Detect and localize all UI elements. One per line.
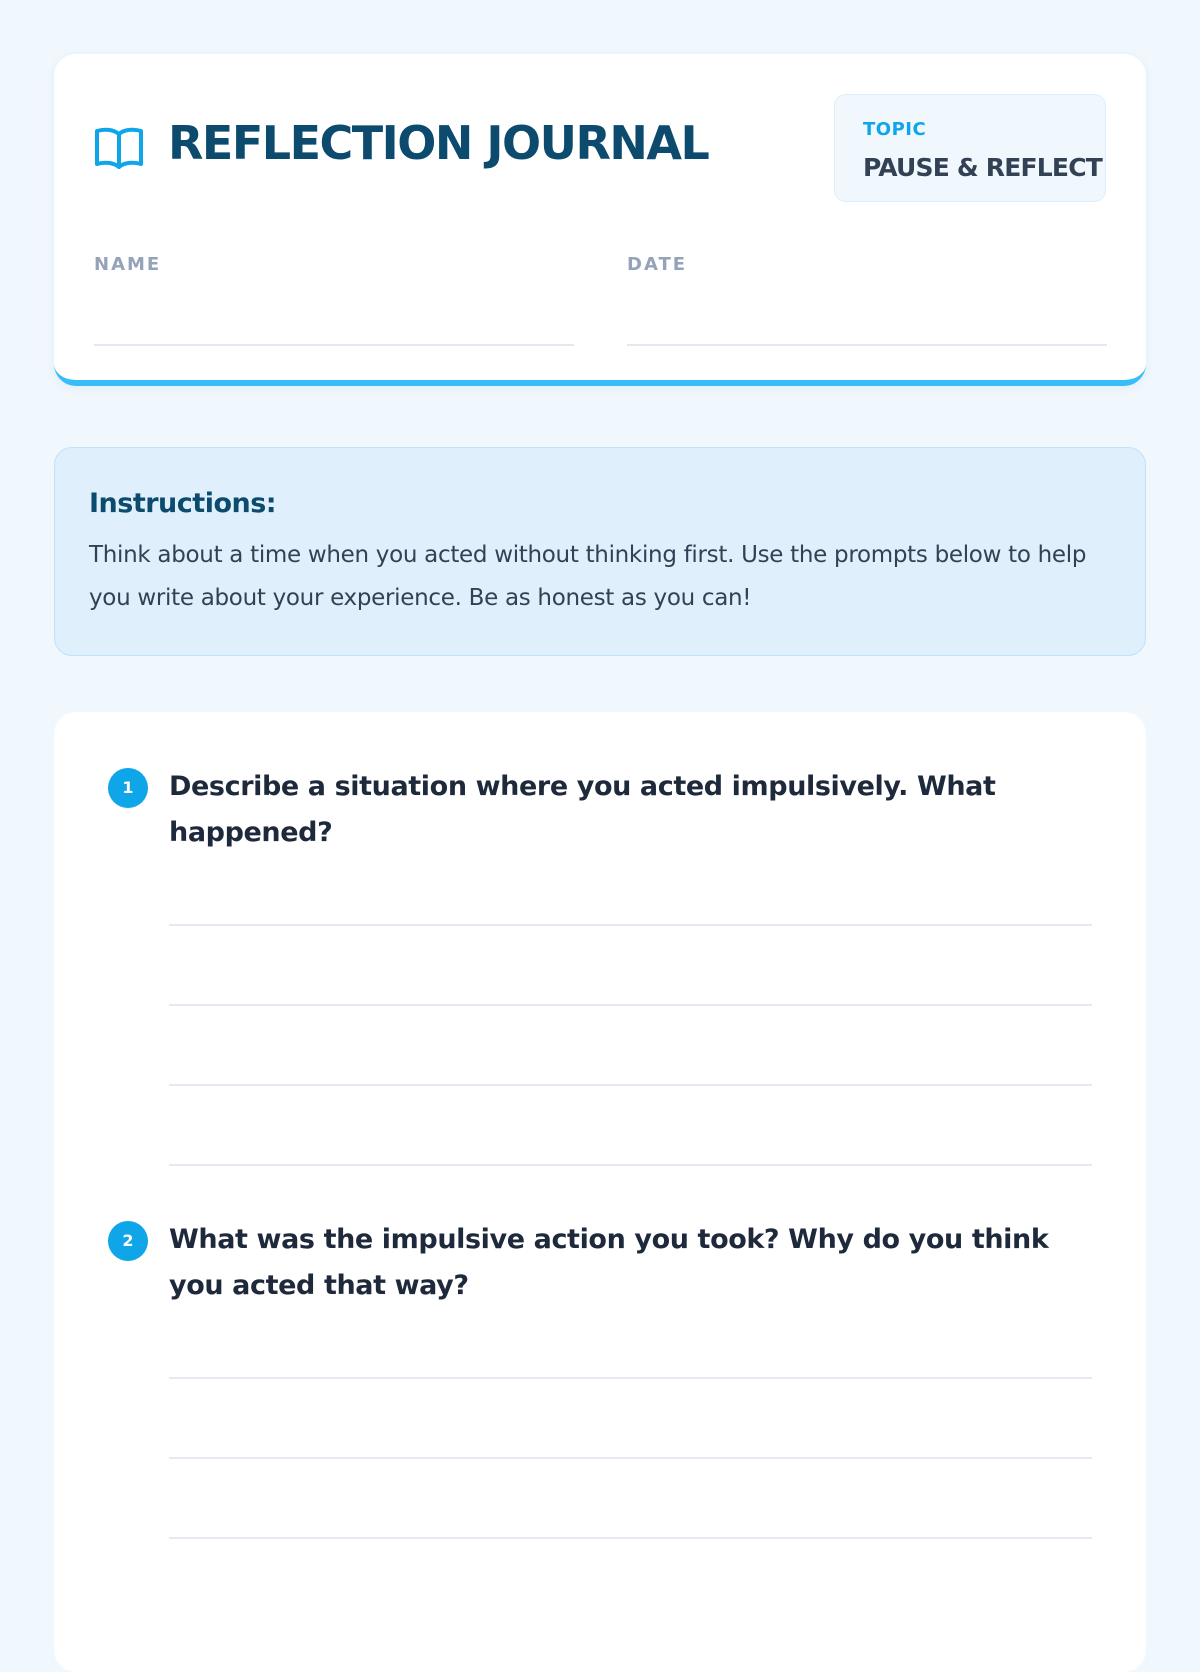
name-field[interactable] [94, 344, 574, 346]
answer-line[interactable] [169, 1457, 1092, 1459]
question-text: Describe a situation where you acted impulsively. What happened? [169, 771, 996, 848]
instructions-text: Think about a time when you acted without thinking first. Use the prompts below to help you write about your experience. Be as honest as you can! [89, 542, 1087, 611]
question-number-badge: 2 [108, 1221, 148, 1261]
open-book-icon [94, 126, 144, 172]
page-title: REFLECTION JOURNAL [168, 116, 709, 170]
name-label: NAME [94, 254, 162, 275]
date-field[interactable] [627, 344, 1107, 346]
instructions-box [54, 447, 1146, 656]
topic-value: PAUSE & REFLECT [863, 153, 1103, 182]
answer-line[interactable] [169, 1084, 1092, 1086]
date-label: DATE [627, 254, 688, 275]
journal-header-card [54, 54, 1146, 386]
answer-line[interactable] [169, 1377, 1092, 1379]
question-number-badge: 1 [108, 768, 148, 808]
answer-line[interactable] [169, 1004, 1092, 1006]
answer-line[interactable] [169, 1164, 1092, 1166]
answer-line[interactable] [169, 1537, 1092, 1539]
topic-label: TOPIC [863, 119, 927, 140]
question-text: What was the impulsive action you took? Why do you think you acted that way? [169, 1224, 1049, 1301]
instructions-title: Instructions: [89, 488, 277, 519]
topic-badge [834, 94, 1106, 202]
answer-line[interactable] [169, 924, 1092, 926]
questions-card [54, 712, 1146, 1672]
